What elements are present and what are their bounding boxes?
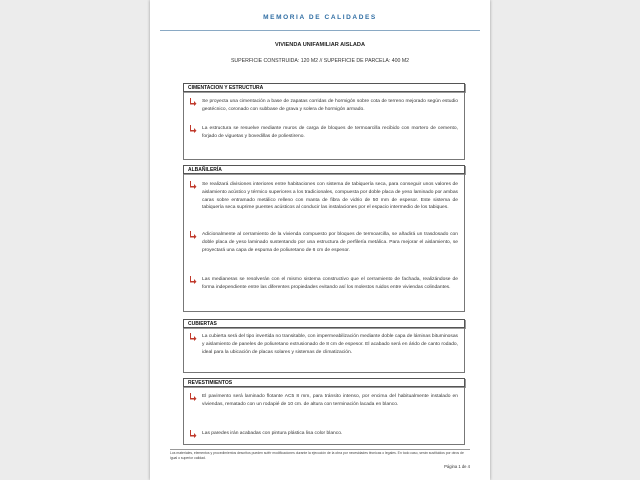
list-item [190,276,458,292]
list-item [190,98,458,114]
footer-note: Los materiales, elementos y procedimientos descritos pueden sufrir modificaciones durante la ejecución de la obra por necesidades técnicas o legales. En todo caso, serán sustituidos por otros de igual o superior calidad. [170,451,464,460]
list-item [190,333,458,356]
page-header [160,6,480,31]
document-subtitle: SUPERFICIE CONSTRUIDA: 120 M2 // SUPERFICIE DE PARCELA: 400 M2 [230,58,410,64]
down-right-arrow-icon [190,125,197,133]
down-right-arrow-icon [190,276,197,284]
section-heading-cimentacion: CIMENTACION Y ESTRUCTURA [183,83,465,92]
footer-divider [170,449,470,450]
list-item-text: Las medianeras se resolverán con el mismo sistema constructivo que el cerramiento de fachada, realizándose de forma independiente entre las diferentes propiedades evitando así los molestos ruidos entre viviendas colindantes. [202,277,458,290]
list-item-text: La cubierta será del tipo invertida no transitable, con impermeabilización mediante doble capa de láminas bituminosas y aislamiento de paneles de poliuretano extrusionado de 8 cm de espesor. El acabado será en árido de canto rodado, ideal para la ubicación de placas solares y sistemas de climatización. [202,334,458,355]
down-right-arrow-icon [190,430,197,438]
down-right-arrow-icon [190,98,197,106]
list-item-text: La estructura se resuelve mediante muros de carga de bloques de termoarcilla recibido con mortero de cemento, forjado de viguetas y bovedillas de poliestireno. [202,126,458,139]
down-right-arrow-icon [190,333,197,341]
list-item [190,181,458,212]
down-right-arrow-icon [190,393,197,401]
list-item-text: El pavimento será laminado flotante AC5 8 mm, para tránsito intenso, por encima del habitualmente instalado en viviendas, rematado con un rodapié de 10 cm. de altura con terminación lacada en blanco. [202,394,458,407]
down-right-arrow-icon [190,181,197,189]
down-right-arrow-icon [190,231,197,239]
document-page [150,0,490,480]
list-item [190,231,458,254]
list-item [190,393,458,409]
list-item-text: Se proyecta una cimentación a base de zapatas corridas de hormigón sobre cota de terreno mejorado según estudio geotécnico, coronado con subbase de grava y solera de hormigón armado. [202,99,458,112]
document-title: VIVIENDA UNIFAMILIAR AISLADA [274,42,366,48]
list-item [190,125,458,141]
list-item-text: Se realizará divisiones interiores entre habitaciones con sistema de tabiquería seca, para conseguir unos valores de aislamiento acústico y térmico superiores a los tradicionales, compuesta por doble placa de yeso laminado por ambas caras sobre entramado metálico relleno con manta de fibra de vidrio de 50 mm de espesor. Este sistema de tabiquería seca suprime puentes acústicos al conducir las instalaciones por el espacio intermedio de los tabiques. [202,182,458,211]
list-item [190,430,458,438]
section-heading-revestimientos: REVESTIMIENTOS [183,378,465,387]
section-heading-albanileria: ALBAÑILERÍA [183,165,465,174]
page-number: Página 1 de 4 [444,464,470,469]
list-item-text: Adicionalmente al cerramiento de la vivienda compuesto por bloques de termoarcilla, se añadirá un trasdosado con doble placa de yeso laminado sustentando por una estructura de perfilería metálica. Para mejorar el aislamiento, se proyectará una capa de espuma de poliuretano de 6 cm de espesor. [202,232,458,253]
list-item-text: Las paredes irán acabadas con pintura plástica lisa color blanco. [202,431,343,436]
header-title: MEMORIA DE CALIDADES [263,14,377,21]
section-heading-cubiertas: CUBIERTAS [183,319,465,328]
